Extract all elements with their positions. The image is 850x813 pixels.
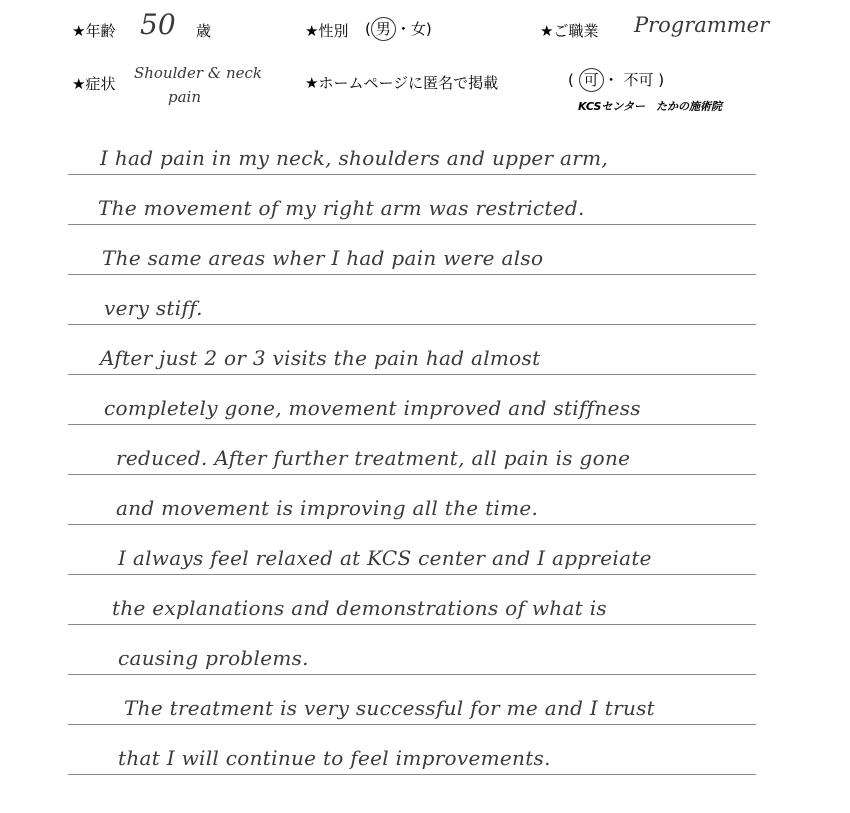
job-label: ★ご職業 xyxy=(540,22,599,40)
testimonial-lined-area xyxy=(0,130,850,813)
publish-label: ★ホームページに匿名で掲載 xyxy=(305,74,499,92)
ruled-line xyxy=(68,474,756,475)
publish-ng: 不可 xyxy=(623,71,654,89)
gender-close-paren: ) xyxy=(425,20,432,38)
testimonial-line-10: the explanations and demonstrations of what is xyxy=(112,596,607,620)
gender-separator: ・ xyxy=(395,20,411,38)
testimonial-line-3: The same areas wher I had pain were also xyxy=(102,246,544,270)
symptom-label: ★症状 xyxy=(72,75,116,93)
publish-open-paren: ( xyxy=(568,71,574,89)
publish-separator: ・ xyxy=(603,71,619,89)
ruled-line xyxy=(68,774,756,775)
ruled-line xyxy=(68,224,756,225)
testimonial-line-12: The treatment is very successful for me and I trust xyxy=(124,696,656,720)
gender-label: ★性別 xyxy=(305,22,349,40)
publish-options xyxy=(568,68,664,92)
symptom-value-line2: pain xyxy=(168,88,202,106)
testimonial-line-1: I had pain in my neck, shoulders and upper arm, xyxy=(100,146,608,170)
testimonial-line-11: causing problems. xyxy=(118,646,309,670)
testimonial-line-9: I always feel relaxed at KCS center and I appreiate xyxy=(118,546,652,570)
testimonial-line-5: After just 2 or 3 visits the pain had almost xyxy=(100,346,541,370)
ruled-line xyxy=(68,324,756,325)
gender-female: 女 xyxy=(410,20,426,38)
publish-close-paren: ) xyxy=(658,71,665,89)
job-value: Programmer xyxy=(634,13,770,37)
gender-male-circled: 男 xyxy=(371,17,396,41)
ruled-line xyxy=(68,374,756,375)
form-header xyxy=(0,0,850,130)
testimonial-line-7: reduced. After further treatment, all pain is gone xyxy=(116,446,631,470)
ruled-line xyxy=(68,674,756,675)
gender-options xyxy=(365,17,432,41)
gender-open-paren: ( xyxy=(365,20,371,38)
ruled-line xyxy=(68,524,756,525)
age-value: 50 xyxy=(140,8,176,41)
ruled-line xyxy=(68,274,756,275)
testimonial-line-2: The movement of my right arm was restricted. xyxy=(98,196,585,220)
age-label: ★年齢 xyxy=(72,22,116,40)
symptom-value-line1: Shoulder & neck xyxy=(134,64,262,82)
testimonial-line-6: completely gone, movement improved and stiffness xyxy=(104,396,641,420)
center-name: KCSセンター たかの施術院 xyxy=(578,100,722,113)
ruled-line xyxy=(68,424,756,425)
ruled-line xyxy=(68,574,756,575)
ruled-line xyxy=(68,174,756,175)
testimonial-line-8: and movement is improving all the time. xyxy=(116,496,539,520)
testimonial-line-13: that I will continue to feel improvements. xyxy=(118,746,551,770)
publish-ok-circled: 可 xyxy=(579,68,604,92)
testimonial-line-4: very stiff. xyxy=(104,296,203,320)
age-unit: 歳 xyxy=(196,22,212,40)
ruled-line xyxy=(68,724,756,725)
ruled-line xyxy=(68,624,756,625)
